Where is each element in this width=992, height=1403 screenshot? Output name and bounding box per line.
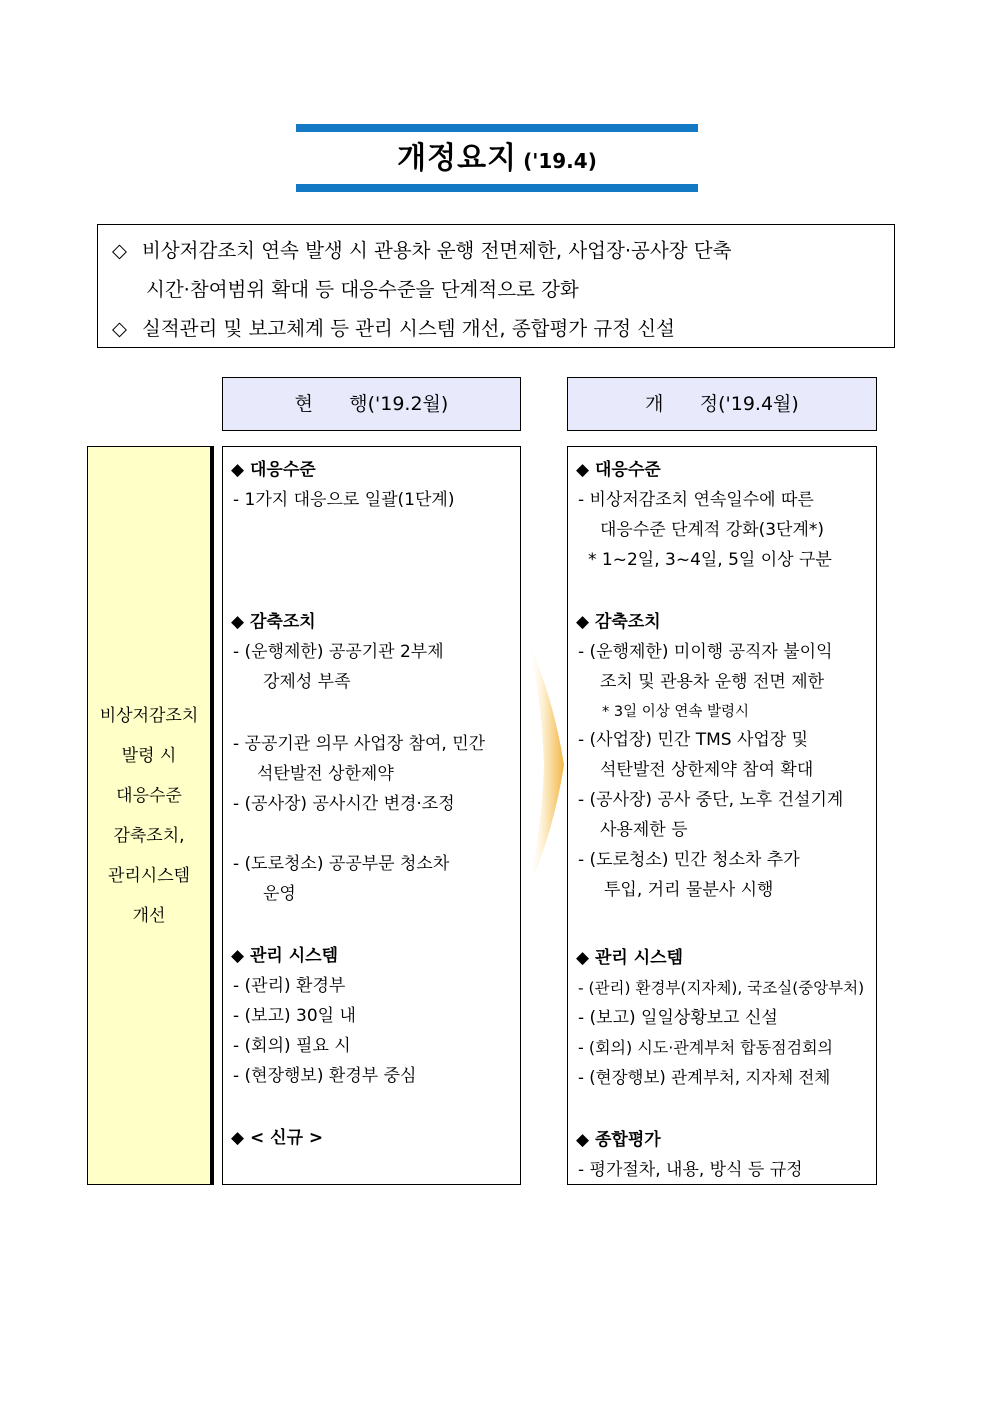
item-line: - (운행제한) 공공기관 2부제 — [233, 642, 444, 662]
title-sub: ('19.4) — [523, 149, 597, 173]
item-line: 대응수준 단계적 강화(3단계*) — [600, 520, 825, 540]
item-line: - (회의) 시도·관계부처 합동점검회의 — [578, 1038, 833, 1057]
summary-line — [112, 270, 880, 309]
item-line: - (관리) 환경부 — [233, 976, 346, 996]
side-label-line: 비상저감조치 — [99, 705, 199, 726]
side-label-line: 감축조치, — [113, 825, 185, 846]
item-line: - (현장행보) 관계부처, 지자체 전체 — [578, 1068, 831, 1087]
item-line: 석탄발전 상한제약 — [257, 764, 394, 784]
summary-line — [112, 231, 880, 270]
item-line: - (현장행보) 환경부 중심 — [233, 1066, 417, 1086]
section-heading: ◆ 종합평가 — [576, 1130, 661, 1150]
title-main: 개정요지 — [397, 141, 518, 176]
section-heading: ◆ 관리 시스템 — [231, 946, 339, 966]
diamond-outline-icon: ◇ — [112, 239, 127, 262]
summary-text: 실적관리 및 보고체계 등 관리 시스템 개선, 종합평가 규정 신설 — [142, 317, 675, 340]
item-line: 투입, 거리 물분사 시행 — [604, 880, 774, 900]
side-label-line: 대응수준 — [116, 785, 182, 806]
item-line: - (도로청소) 민간 청소차 추가 — [578, 850, 800, 870]
item-line: - (도로청소) 공공부문 청소차 — [233, 854, 450, 874]
page-title — [296, 136, 698, 182]
diamond-outline-icon: ◇ — [112, 317, 127, 340]
title-bar-top — [296, 124, 698, 132]
item-line: 사용제한 등 — [600, 820, 688, 840]
item-line: - (관리) 환경부(지자체), 국조실(중앙부처) — [578, 979, 865, 997]
item-line: 조치 및 관용차 운행 전면 제한 — [600, 672, 825, 692]
item-line: 운영 — [263, 884, 296, 904]
header-revised: 개 정('19.4월) — [567, 377, 877, 431]
item-line: 석탄발전 상한제약 참여 확대 — [600, 760, 814, 780]
section-heading: ◆ 감축조치 — [576, 612, 661, 632]
section-heading: ◆ < 신규 > — [231, 1128, 324, 1148]
arrow-right-icon — [524, 640, 566, 890]
summary-text: 비상저감조치 연속 발생 시 관용차 운행 전면제한, 사업장·공사장 단축 — [142, 239, 732, 262]
item-line: - 평가절차, 내용, 방식 등 규정 — [578, 1160, 803, 1180]
section-heading: ◆ 대응수준 — [576, 460, 661, 480]
side-label-line: 관리시스템 — [107, 865, 191, 886]
item-line: - 1가지 대응으로 일괄(1단계) — [233, 490, 455, 510]
side-label — [87, 446, 214, 1185]
item-note: * 3일 이상 연속 발령시 — [602, 704, 749, 720]
summary-box — [97, 224, 895, 348]
summary-text: 시간·참여범위 확대 등 대응수준을 단계적으로 강화 — [146, 278, 579, 301]
side-label-line: 개선 — [132, 905, 166, 926]
summary-line — [112, 309, 880, 348]
item-line: 강제성 부족 — [263, 672, 351, 692]
item-line: - (사업장) 민간 TMS 사업장 및 — [578, 730, 809, 750]
item-line: - 비상저감조치 연속일수에 따른 — [578, 490, 814, 510]
current-column — [222, 446, 521, 1185]
revised-column — [567, 446, 877, 1185]
item-line: - (운행제한) 미이행 공직자 불이익 — [578, 642, 833, 662]
section-heading: ◆ 관리 시스템 — [576, 948, 684, 968]
item-line: - 공공기관 의무 사업장 참여, 민간 — [233, 734, 486, 754]
item-line: - (공사장) 공사 중단, 노후 건설기계 — [578, 790, 844, 810]
side-label-line: 발령 시 — [121, 745, 177, 766]
section-heading: ◆ 감축조치 — [231, 612, 316, 632]
title-bar-bottom — [296, 184, 698, 192]
item-line: - (공사장) 공사시간 변경·조정 — [233, 794, 455, 814]
item-line: - (보고) 30일 내 — [233, 1006, 356, 1026]
section-heading: ◆ 대응수준 — [231, 460, 316, 480]
item-line: - (회의) 필요 시 — [233, 1036, 351, 1056]
header-current: 현 행('19.2월) — [222, 377, 521, 431]
item-line: - (보고) 일일상황보고 신설 — [578, 1008, 778, 1028]
item-note: * 1~2일, 3~4일, 5일 이상 구분 — [588, 550, 832, 570]
